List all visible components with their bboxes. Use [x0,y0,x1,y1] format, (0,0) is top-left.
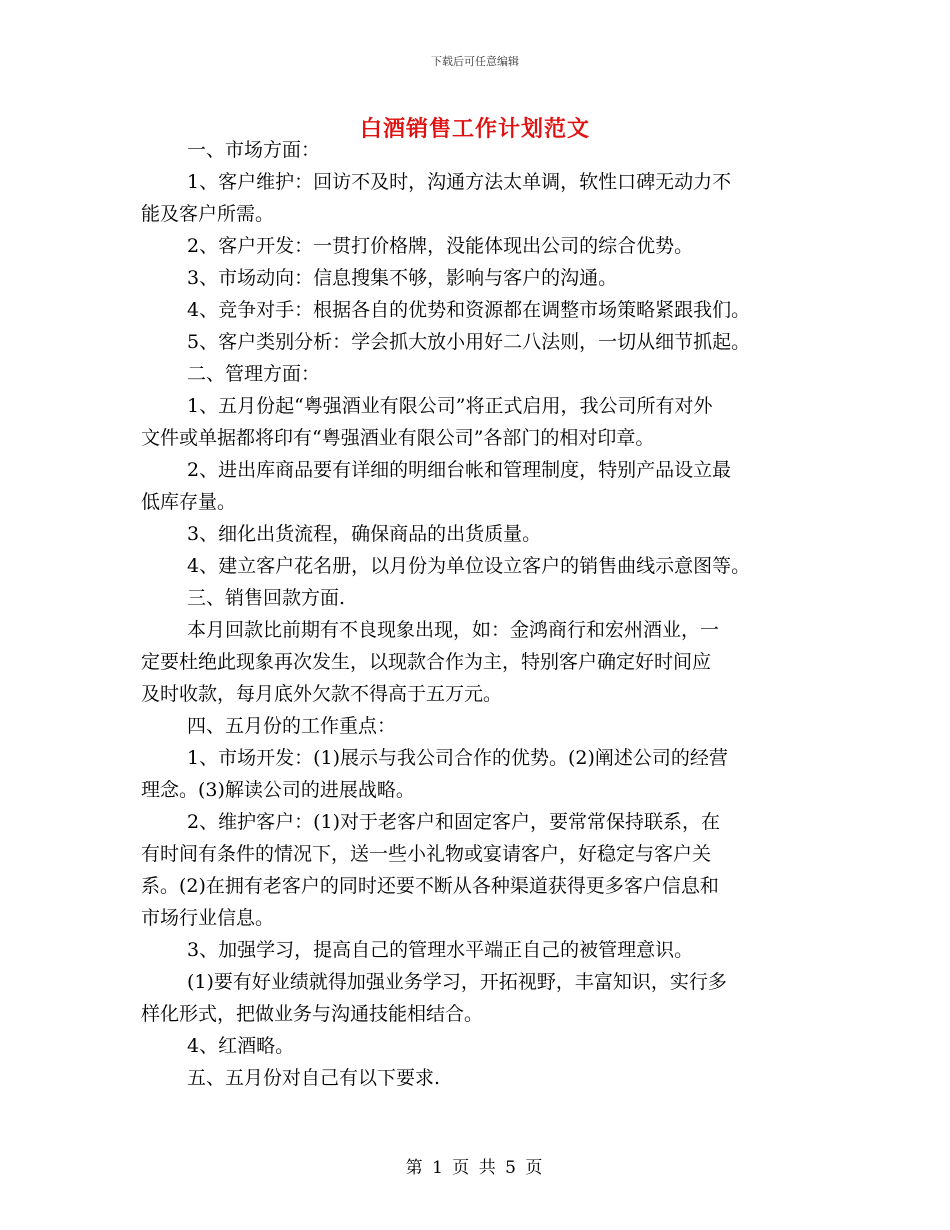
body-line: 一、市场方面： [187,139,321,161]
body-line: 1、市场开发：(1)展示与我公司合作的优势。(2)阐述公司的经营 [187,747,728,769]
document-body [141,134,821,1094]
body-line: 样化形式，把做业务与沟通技能相结合。 [141,1003,484,1025]
body-line: 4、建立客户花名册，以月份为单位设立客户的销售曲线示意图等。 [187,555,751,577]
body-line: (1)要有好业绩就得加强业务学习，开拓视野，丰富知识，实行多 [187,971,727,993]
body-line: 理念。(3)解读公司的进展战略。 [141,779,415,801]
document-title: 白酒销售工作计划范文 [359,116,590,142]
body-line: 2、维护客户：(1)对于老客户和固定客户，要常常保持联系，在 [187,811,721,833]
body-line: 1、五月份起“粤强酒业有限公司”将正式启用，我公司所有对外 [187,395,713,417]
header-note: 下载后可任意编辑 [431,55,519,68]
body-line: 2、客户开发：一贯打价格牌，没能体现出公司的综合优势。 [187,235,694,257]
body-line: 五、五月份对自己有以下要求. [187,1067,441,1089]
body-line: 系。(2)在拥有老客户的同时还要不断从各种渠道获得更多客户信息和 [141,875,719,897]
body-line: 4、竞争对手：根据各自的优势和资源都在调整市场策略紧跟我们。 [187,299,751,321]
body-line: 1、客户维护：回访不及时，沟通方法太单调，软性口碑无动力不 [187,171,732,193]
total-page-count: 5 [505,1158,518,1178]
body-line: 本月回款比前期有不良现象出现，如：金鸿商行和宏州酒业，一 [187,619,720,641]
body-line: 3、细化出货流程，确保商品的出货质量。 [187,523,542,545]
body-line: 定要杜绝此现象再次发生，以现款合作为主，特别客户确定好时间应 [141,651,712,673]
body-line: 3、市场动向：信息搜集不够，影响与客户的沟通。 [187,267,618,289]
footer-suffix: 页 [525,1158,545,1178]
body-line: 5、客户类别分析：学会抓大放小用好二八法则，一切从细节抓起。 [187,331,751,353]
footer-middle: 页 共 [452,1158,498,1178]
body-line: 四、五月份的工作重点： [187,715,397,737]
body-line: 及时收款，每月底外欠款不得高于五万元。 [141,683,503,705]
page-footer [0,1153,950,1178]
body-line: 2、进出库商品要有详细的明细台帐和管理制度，特别产品设立最 [187,459,732,481]
body-line: 市场行业信息。 [141,907,275,929]
body-line: 3、加强学习，提高自己的管理水平端正自己的被管理意识。 [187,939,694,961]
body-line: 有时间有条件的情况下，送一些小礼物或宴请客户，好稳定与客户关 [141,843,712,865]
body-line: 二、管理方面： [187,363,321,385]
body-line: 4、红酒略。 [187,1035,295,1057]
body-line: 低库存量。 [141,491,237,513]
body-line: 能及客户所需。 [141,203,275,225]
footer-prefix: 第 [405,1158,425,1178]
body-line: 文件或单据都将印有“粤强酒业有限公司”各部门的相对印章。 [141,427,655,449]
current-page-number: 1 [432,1158,445,1178]
body-line: 三、销售回款方面. [187,587,346,609]
